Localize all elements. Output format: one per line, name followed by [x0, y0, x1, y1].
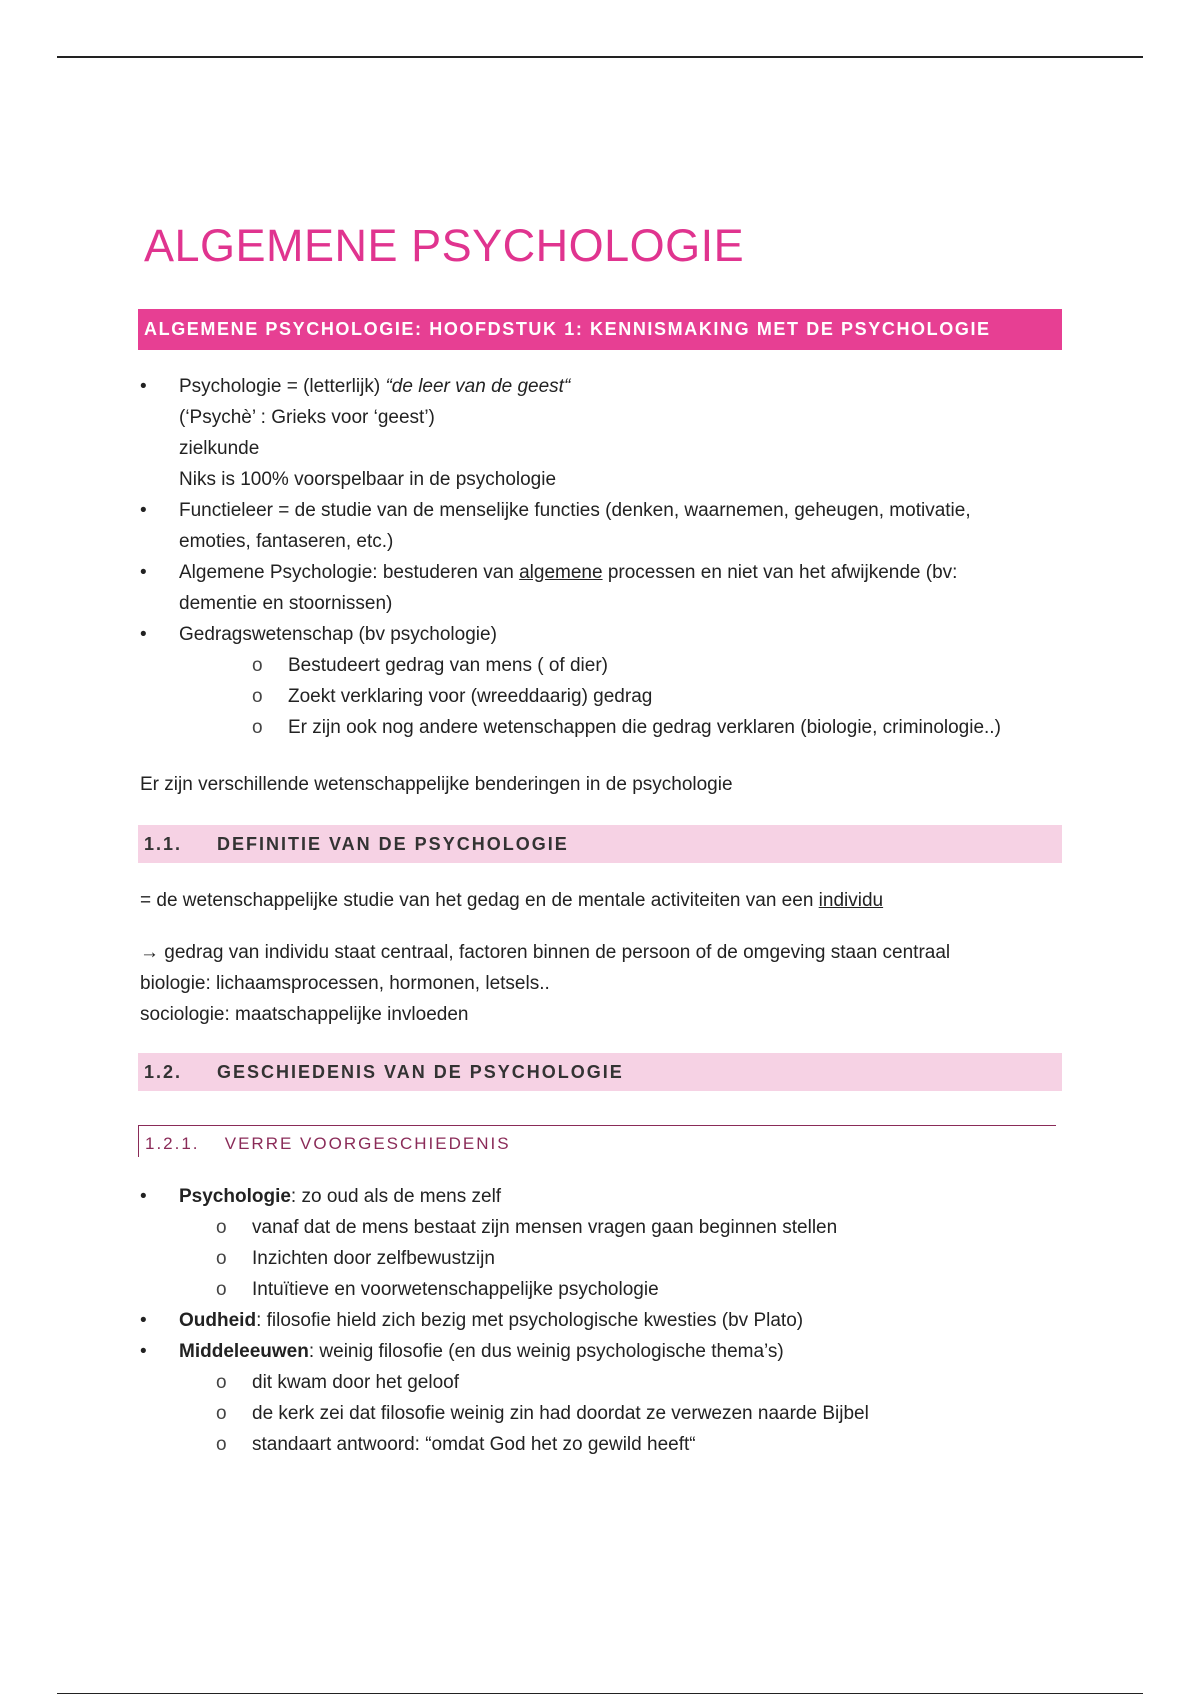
sub-bullet-glyph: o	[216, 1372, 227, 1393]
list-text: Algemene Psychologie: bestuderen van	[179, 562, 520, 583]
section-number: 1.2.	[144, 1061, 183, 1082]
sub-list-text: dit kwam door het geloof	[252, 1372, 460, 1393]
subsection-label: VERRE VOORGESCHIEDENIS	[224, 1134, 511, 1153]
sub-list-text: Inzichten door zelfbewustzijn	[252, 1248, 495, 1269]
note-line: biologie: lichaamsprocessen, hormonen, letsels..	[140, 973, 550, 994]
section-number: 1.1.	[144, 833, 183, 854]
bullet-glyph: •	[140, 1310, 147, 1331]
sub-bullet-glyph: o	[252, 717, 263, 738]
sub-list-text: standaart antwoord: “omdat God het zo gewild heeft“	[252, 1434, 696, 1455]
sub-list-text: de kerk zei dat filosofie weinig zin had doordat ze verwezen naarde Bijbel	[252, 1403, 869, 1424]
list-text: processen en niet van het afwijkende (bv:	[602, 562, 958, 583]
footer-rule	[57, 1693, 1143, 1694]
sub-bullet-glyph: o	[216, 1403, 227, 1424]
subsection-heading-1-2-1	[138, 1125, 1056, 1157]
list-text-bold: Psychologie	[179, 1186, 291, 1207]
note-line: → gedrag van individu staat centraal, factoren binnen de persoon of de omgeving staan centraal	[140, 942, 951, 963]
list-item-continuation: emoties, fantaseren, etc.)	[179, 531, 394, 552]
intro-list	[140, 371, 1080, 743]
list-text: Functieleer = de studie van de menselijke functies (denken, waarnemen, geheugen, motivatie,	[179, 500, 971, 521]
list-item	[140, 1336, 1080, 1367]
bullet-glyph: •	[140, 500, 147, 521]
sub-bullet-glyph: o	[216, 1217, 227, 1238]
bullet-glyph: •	[140, 562, 147, 583]
history-list	[140, 1181, 1080, 1460]
section-heading-1-1	[138, 825, 1062, 863]
list-text-italic: “de leer van de geest“	[385, 376, 571, 397]
sub-list-item	[140, 1212, 1080, 1243]
sub-list-item	[140, 1429, 1080, 1460]
chapter-heading: ALGEMENE PSYCHOLOGIE: HOOFDSTUK 1: KENNISMAKING MET DE PSYCHOLOGIE	[138, 309, 1062, 350]
sub-list-text: Bestudeert gedrag van mens ( of dier)	[288, 655, 609, 676]
intro-paragraph-block	[140, 769, 1080, 800]
definition-paragraph	[140, 885, 1080, 916]
sub-list-item	[140, 1274, 1080, 1305]
bullet-glyph: •	[140, 1186, 147, 1207]
sub-list-item	[140, 712, 1080, 743]
bullet-glyph: •	[140, 376, 147, 397]
definition-block	[140, 885, 1080, 916]
section-label: GESCHIEDENIS VAN DE PSYCHOLOGIE	[217, 1061, 624, 1082]
sub-bullet-glyph: o	[252, 655, 263, 676]
list-item-continuation: zielkunde	[179, 438, 260, 459]
section-heading-1-2	[138, 1053, 1062, 1091]
list-item	[140, 1181, 1080, 1212]
list-item-continuation: dementie en stoornissen)	[179, 593, 393, 614]
sub-list-item	[140, 1243, 1080, 1274]
sub-list-text: vanaf dat de mens bestaat zijn mensen vragen gaan beginnen stellen	[252, 1217, 838, 1238]
sub-list-text: Intuïtieve en voorwetenschappelijke psychologie	[252, 1279, 659, 1300]
list-text: Gedragswetenschap (bv psychologie)	[179, 624, 497, 645]
sub-list-item	[140, 650, 1080, 681]
list-text: : filosofie hield zich bezig met psychologische kwesties (bv Plato)	[256, 1310, 804, 1331]
list-item-continuation: (‘Psychè’ : Grieks voor ‘geest’)	[179, 407, 435, 428]
bullet-glyph: •	[140, 1341, 147, 1362]
sub-list-item	[140, 681, 1080, 712]
section-label: DEFINITIE VAN DE PSYCHOLOGIE	[217, 833, 569, 854]
header-rule	[57, 56, 1143, 58]
list-item	[140, 619, 1080, 650]
document-title: ALGEMENE PSYCHOLOGIE	[144, 220, 745, 271]
list-text-bold: Middeleeuwen	[179, 1341, 309, 1362]
definition-underlined: individu	[818, 890, 884, 911]
note-line: sociologie: maatschappelijke invloeden	[140, 1004, 469, 1025]
sub-bullet-glyph: o	[216, 1279, 227, 1300]
list-text: Psychologie = (letterlijk)	[179, 376, 386, 397]
list-item	[140, 1305, 1080, 1336]
list-item	[140, 371, 1080, 402]
list-text-bold: Oudheid	[179, 1310, 257, 1331]
sub-list-item	[140, 1367, 1080, 1398]
intro-paragraph: Er zijn verschillende wetenschappelijke benderingen in de psychologie	[140, 774, 733, 795]
sub-list-text: Er zijn ook nog andere wetenschappen die gedrag verklaren (biologie, criminologie..)	[288, 717, 1001, 738]
list-item	[140, 495, 1080, 526]
list-text: : weinig filosofie (en dus weinig psychologische thema’s)	[308, 1341, 784, 1362]
definition-notes	[140, 937, 1080, 1030]
subsection-number: 1.2.1.	[145, 1134, 200, 1153]
sub-bullet-glyph: o	[252, 686, 263, 707]
list-text: : zo oud als de mens zelf	[290, 1186, 502, 1207]
sub-bullet-glyph: o	[216, 1248, 227, 1269]
list-item	[140, 557, 1080, 588]
definition-text: = de wetenschappelijke studie van het gedag en de mentale activiteiten van een	[140, 890, 819, 911]
list-item-continuation: Niks is 100% voorspelbaar in de psychologie	[179, 469, 557, 490]
sub-list-item	[140, 1398, 1080, 1429]
sub-list-text: Zoekt verklaring voor (wreeddaarig) gedrag	[288, 686, 653, 707]
sub-bullet-glyph: o	[216, 1434, 227, 1455]
list-text-underlined: algemene	[519, 562, 603, 583]
bullet-glyph: •	[140, 624, 147, 645]
